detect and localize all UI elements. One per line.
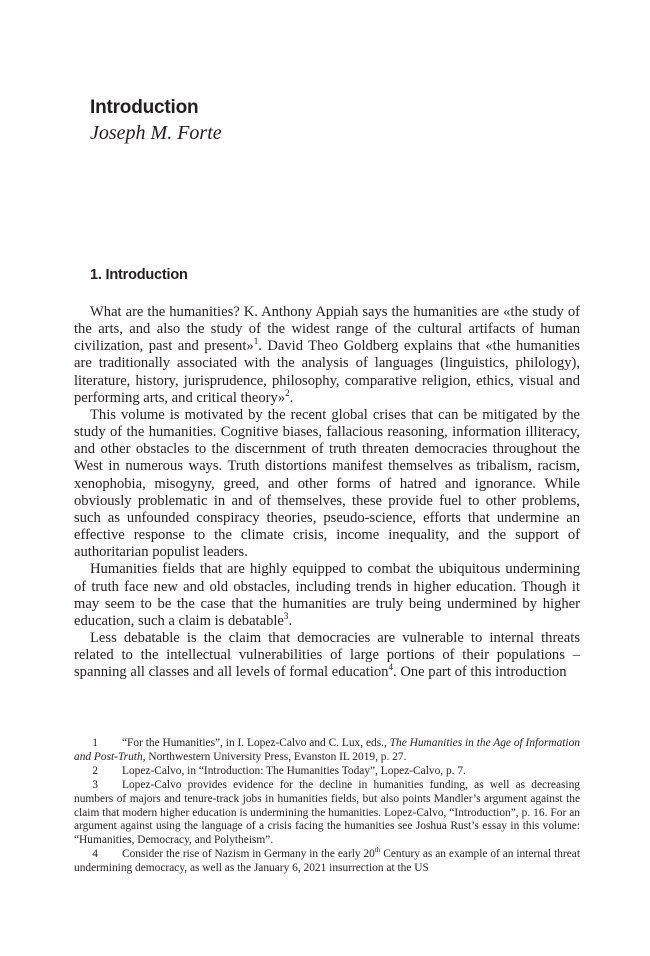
paragraph-text: . David Theo Goldberg explains that «the humanities are traditionally associated with the analysis of languages (linguistics, philology), literature, history, jurisprudence, philosophy, comparative religion, ethics, visual and performing arts, and critical theory» bbox=[74, 338, 580, 406]
footnote-title-italic: The Humanities in the Age of Information and Post-Truth bbox=[74, 737, 580, 763]
footnote-number: 1 bbox=[92, 737, 98, 749]
footnote-text: “For the Humanities”, in I. Lopez-Calvo and C. Lux, eds., bbox=[122, 737, 390, 749]
body-text bbox=[74, 304, 580, 681]
paragraph-text: Less debatable is the claim that democracies are vulnerable to internal threats related to the intellectual vulnerabilities of large portions of their populations – spanning all classes and all levels of formal education bbox=[74, 629, 580, 681]
footnote-2 bbox=[74, 765, 580, 779]
paragraph-text: What are the humanities? K. Anthony Appiah says the humanities are «the study of the arts, and also the study of the widest range of the cultural artifacts of human civilization, past and present» bbox=[74, 304, 580, 355]
paragraph-text: This volume is motivated by the recent global crises that can be mitigated by the study of the humanities. Cognitive biases, fallacious reasoning, information illiteracy, and other obstacles to the discernment of truth threaten democracies throughout the West in numerous ways. Truth distortions manifest themselves as tribalism, racism, xenophobia, misogyny, greed, and other forms of hatred and ignorance. While obviously problematic in and of themselves, these provide fuel to other problems, such as unfounded conspiracy theories, pseudo-science, efforts that undermine an effective response to the climate crisis, income inequality, and the support of authoritarian populist leaders. bbox=[74, 406, 580, 561]
footnote-4 bbox=[74, 848, 580, 876]
footnote-text: Lopez-Calvo, in “Introduction: The Humanities Today”, Lopez-Calvo, p. 7. bbox=[122, 764, 466, 777]
chapter-author: Joseph M. Forte bbox=[90, 122, 222, 144]
paragraph-4 bbox=[74, 630, 580, 681]
footnote-ref-1: 1 bbox=[253, 336, 259, 347]
footnote-text: Century as an example of an internal threat undermining democracy, as well as the January 6, 2021 insurrection at the US bbox=[74, 848, 580, 875]
footnote-ref-3: 3 bbox=[283, 610, 289, 621]
paragraph-1 bbox=[74, 304, 580, 407]
chapter-title: Introduction bbox=[90, 97, 199, 118]
footnote-number: 4 bbox=[92, 848, 98, 861]
footnote-ref-2: 2 bbox=[285, 387, 290, 398]
footnote-text: , Northwestern University Press, Evanston IL 2019, p. 27. bbox=[142, 750, 407, 763]
section-heading: 1. Introduction bbox=[90, 267, 188, 283]
footnote-3 bbox=[74, 779, 580, 849]
footnote-1 bbox=[74, 737, 580, 765]
paragraph-2 bbox=[74, 407, 580, 561]
footnote-text: Lopez-Calvo provides evidence for the decline in humanities funding, as well as decreasing numbers of majors and tenure-track jobs in humanities fields, but also points Mandler’s argument against the claim that modern higher education is undermining the humanities. Lopez-Calvo, “Introduction”, p. 16. For an argument against using the language of a crisis facing the humanities see Joshua Rust’s essay in this volume: “Humanities, Democracy, and Polytheism”. bbox=[74, 778, 580, 847]
ordinal-suffix: th bbox=[374, 846, 381, 855]
footnote-text: Consider the rise of Nazism in Germany in the early 20 bbox=[122, 848, 375, 861]
footnote-ref-4: 4 bbox=[388, 662, 394, 673]
paragraph-text: Humanities fields that are highly equipped to combat the ubiquitous undermining of truth face new and old obstacles, including trends in higher education. Though it may seem to be the case that the humanities are truly being undermined by higher education, such a claim is debatable bbox=[74, 561, 580, 629]
paragraph-text: . One part of this introduction bbox=[393, 664, 567, 681]
paragraph-text: . bbox=[289, 389, 294, 406]
footnote-number: 3 bbox=[92, 778, 98, 791]
footnote-number: 2 bbox=[92, 764, 98, 777]
paragraph-text: . bbox=[288, 612, 293, 629]
footnotes bbox=[74, 737, 580, 876]
paragraph-3 bbox=[74, 561, 580, 630]
